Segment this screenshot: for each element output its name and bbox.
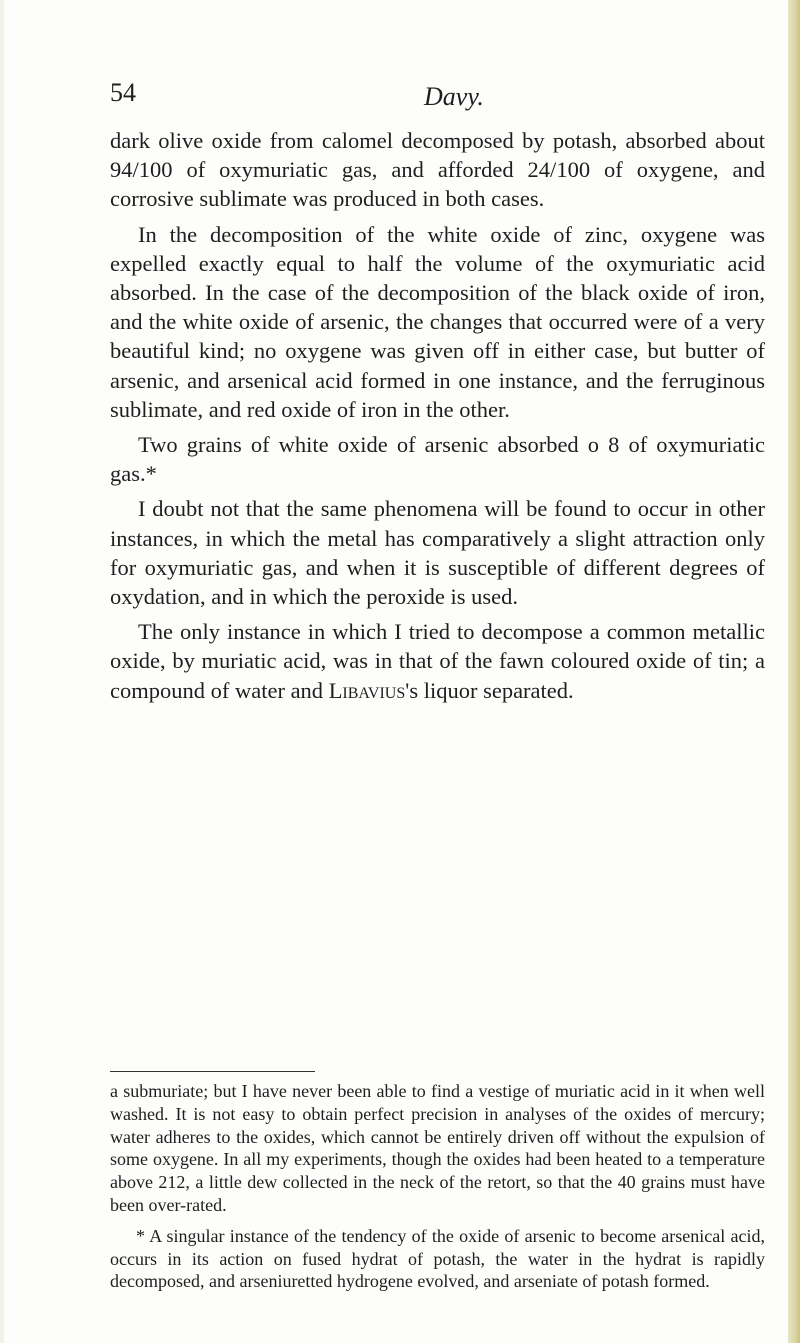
- page-header: [110, 78, 760, 114]
- paragraph-3: Two grains of white oxide of arsenic absorbed o 8 of oxymuriatic gas.*: [110, 432, 765, 487]
- person-name-libavius: Libavius: [328, 677, 406, 703]
- paragraph-1: dark olive oxide from calomel decomposed by potash, absorbed about 94/100 of oxymuriatic gas, and afforded 24/100 of oxygene, and corrosive sublimate was produced in both cases.: [110, 128, 765, 212]
- page-left-edge: [0, 0, 4, 1343]
- running-head: Davy.: [424, 82, 484, 111]
- page-number: 54: [110, 78, 136, 107]
- page-right-edge: [788, 0, 800, 1343]
- paragraph-2: In the decomposition of the white oxide of zinc, oxygene was expelled exactly equal to half the volume of the oxymuriatic acid absorbed. In the case of the decomposition of the black oxide of iron, and the white oxide of arsenic, the changes that occurred were of a very beautiful kind; no oxygene was given off in either case, but butter of arsenic, and arsenical acid formed in one instance, and the ferruginous sublimate, and red oxide of iron in the other.: [110, 221, 765, 422]
- paragraph-5-text: The only instance in which I tried to decompose a common metallic oxide, by muriatic acid, was in that of the fawn coloured oxide of tin; a compound of water and: [110, 619, 765, 703]
- footnote-rule: [110, 1071, 315, 1072]
- footnotes: [110, 1080, 765, 1301]
- main-text: [110, 126, 765, 711]
- paragraph-4: I doubt not that the same phenomena will be found to occur in other instances, in which the metal has comparatively a slight attraction only for oxymuriatic gas, and when it is susceptible of different degrees of oxydation, and in which the peroxide is used.: [110, 496, 765, 610]
- footnote-asterisk: * A singular instance of the tendency of the oxide of arsenic to become arsenical acid, occurs in its action on fused hydrat of potash, the water in the hydrat is rapidly decomposed, and arseniuretted hydrogene evolved, and arseniate of potash formed.: [110, 1225, 765, 1292]
- paragraph-5: [110, 617, 765, 705]
- footnote-continuation: a submuriate; but I have never been able to find a vestige of muriatic acid in it when well washed. It is not easy to obtain perfect precision in analyses of the oxides of mercury; water adheres to the oxides, which cannot be entirely driven off without the expulsion of some oxygene. In all my experiments, though the oxides had been heated to a temperature above 212, a little dew collected in the neck of the retort, so that the 40 grains must have been over-rated.: [110, 1081, 765, 1215]
- paragraph-5-tail: 's liquor separated.: [405, 677, 574, 703]
